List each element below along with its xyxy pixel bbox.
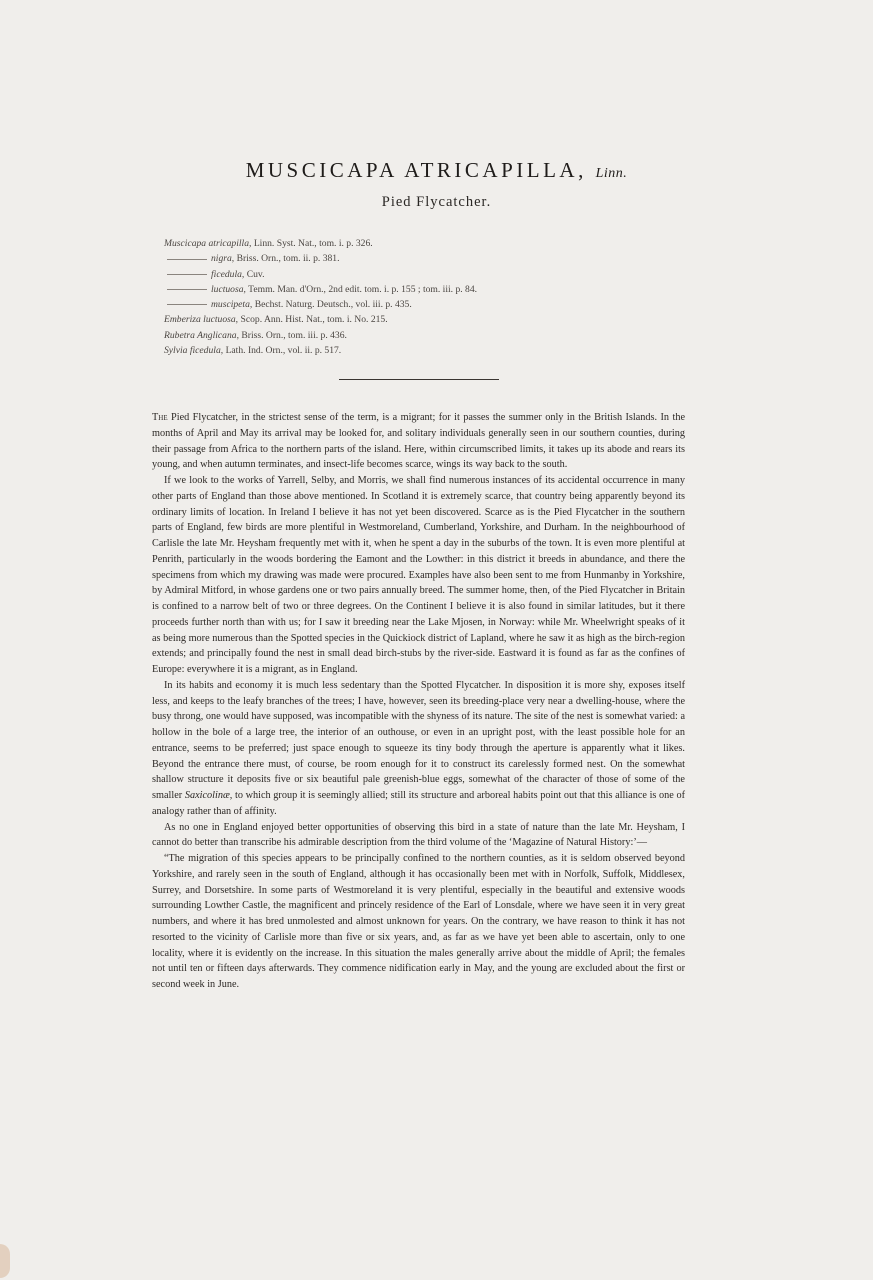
paragraph-3-text-a: In its habits and economy it is much less sedentary than the Spotted Flycatcher. In disposition it is more shy, exposes itself less, and keeps to the leafy branches of the trees; I have, however, seen its breeding-place very near a dwelling-house, where the busy throng, one would have supposed, was incompatible with the shyness of its nature. The site of the nest is somewhat varied: a hollow in the bole of a large tree, the interior of an outhouse, or even in an upright post, with the least possible hole for an entrance, seems to be preferred; just space enough to squeeze its tiny body through the aperture is apparently what it likes. Beyond the entrance there must, of course, be room enough for it to construct its carelessly formed nest. On the somewhat shallow structure it deposits five or six beautiful pale greenish-blue eggs, somewhat of the character of those of some of the smaller (152, 679, 685, 801)
synonym-name: ficedula, (211, 268, 245, 280)
synonymy-list (164, 236, 684, 358)
synonym-name: Rubetra Anglicana, (164, 329, 239, 341)
synonym-reference: Temm. Man. d'Orn., 2nd edit. tom. i. p. 155 ; tom. iii. p. 84. (248, 283, 478, 295)
synonym-name: nigra, (211, 253, 235, 265)
paragraph-3 (152, 678, 685, 820)
synonym-line (164, 343, 684, 358)
synonym-line (164, 328, 684, 343)
synonym-reference: Cuv. (246, 268, 265, 280)
main-text (152, 410, 685, 993)
section-divider (339, 379, 499, 380)
paragraph-3-text-b: to which group it is seemingly allied; still its structure and arboreal habits point out that this alliance is one of analogy rather than of affinity. (152, 790, 686, 817)
synonym-name: Emberiza luctuosa, (164, 314, 239, 326)
synonym-line (164, 312, 684, 327)
ditto-dash (167, 304, 207, 305)
synonym-line (164, 297, 684, 312)
scientific-name: MUSCICAPA ATRICAPILLA, (245, 158, 587, 182)
taxon-italic: Saxicolinæ, (184, 790, 233, 801)
drop-word: The (152, 412, 168, 423)
synonym-name: Muscicapa atricapilla, (164, 238, 252, 249)
page-edge-stain (0, 1244, 10, 1278)
synonym-name: Sylvia ficedula, (164, 345, 224, 357)
ditto-dash (167, 259, 207, 260)
paragraph-2: If we look to the works of Yarrell, Selby, and Morris, we shall find numerous instances of its accidental occurrence in many other parts of England than those above mentioned. In Scotland it is extremely scarce, that country being apparently beyond its ordinary limits of location. In Ireland I believe it has not yet been discovered. Scarce as is the Pied Flycatcher in the southern parts of England, few birds are more plentiful in Westmoreland, Cumberland, Yorkshire, and Durham. In the neighbourhood of Carlisle the late Mr. Heysham frequently met with it, when he spent a day in the suburbs of the town. It is even more plentiful at Penrith, particularly in the woods bordering the Eamont and the Lowther: in this district it breeds in abundance, and there the specimens from which my drawing was made were procured. Examples have also been sent to me from Hunmanby in Yorkshire, by Admiral Mitford, in whose gardens one or two pairs annually breed. The summer home, then, of the Pied Flycatcher in Britain is confined to a narrow belt of two or three degrees. On the Continent I believe it is also found in similar latitudes, but it there proceeds further north than with us; for I saw it breeding near the Lake Mjosen, in Norway: while Mr. Wheelwright speaks of it as being more numerous than the Spotted species in the Quickiock district of Lapland, where he saw it as high as the birch-region extends; and principally found the nest in small dead birch-stubs by the river-side. Eastward it is found as far as the confines of Europe: everywhere it is a migrant, as in England. (152, 475, 685, 675)
synonym-reference: Scop. Ann. Hist. Nat., tom. i. No. 215. (240, 314, 388, 326)
paragraph-4: As no one in England enjoyed better opportunities of observing this bird in a state of nature than the late Mr. Heysham, I cannot do better than transcribe his admirable description from the third volume of the ‘Magazine of Natural History:’— (152, 821, 685, 849)
synonym-line (164, 267, 684, 282)
paragraph-1 (152, 410, 685, 473)
synonym-reference: Lath. Ind. Orn., vol. ii. p. 517. (225, 345, 342, 357)
ditto-dash (167, 289, 207, 290)
synonym-name: muscipeta, (211, 299, 253, 311)
ditto-dash (167, 274, 207, 275)
common-name: Pied Flycatcher. (381, 194, 492, 210)
synonym-reference: Briss. Orn., tom. iii. p. 436. (241, 329, 347, 341)
synonym-line (164, 282, 684, 297)
synonym-reference: Linn. Syst. Nat., tom. i. p. 326. (253, 238, 373, 249)
authority: Linn. (595, 166, 628, 181)
synonym-reference: Briss. Orn., tom. ii. p. 381. (236, 253, 340, 265)
synonym-line (164, 236, 684, 251)
paragraph-5-quote: “The migration of this species appears to be principally confined to the northern counties, as it is seldom observed beyond Yorkshire, and rarely seen in the south of England, although it has occasionally been met with in Norfolk, Suffolk, Middlesex, Surrey, and Dorsetshire. In some parts of Westmoreland it is very plentiful, especially in the beautiful and extensive woods surrounding Lowther Castle, the magnificent and princely residence of the Earl of Lonsdale, where we have seen it in very great numbers, and where it has bred unmolested and almost unknown for years. On the contrary, we have reason to think it has not resorted to the vicinity of Carlisle more than five or six years, and, as far as we have yet been able to ascertain, only to one locality, where it is evidently on the increase. In this situation the males generally arrive about the middle of April; the females not until ten or fifteen days afterwards. They commence nidification early in May, and the young are excluded about the first or second week in June. (152, 853, 685, 990)
species-title (0, 158, 873, 183)
synonym-name: luctuosa, (211, 283, 246, 295)
synonym-reference: Bechst. Naturg. Deutsch., vol. iii. p. 435. (254, 299, 412, 311)
synonym-line (164, 251, 684, 266)
paragraph-1-text: Pied Flycatcher, in the strictest sense of the term, is a migrant; for it passes the summer only in the British Islands. In the months of April and May its arrival may be looked for, and solitary individuals generally seen in our southern counties, during their passage from Africa to the northern parts of the island. Here, within circumscribed limits, it takes up its abode and rears its young, and when autumn terminates, and insect-life becomes scarce, wings its way back to the south. (152, 412, 685, 471)
